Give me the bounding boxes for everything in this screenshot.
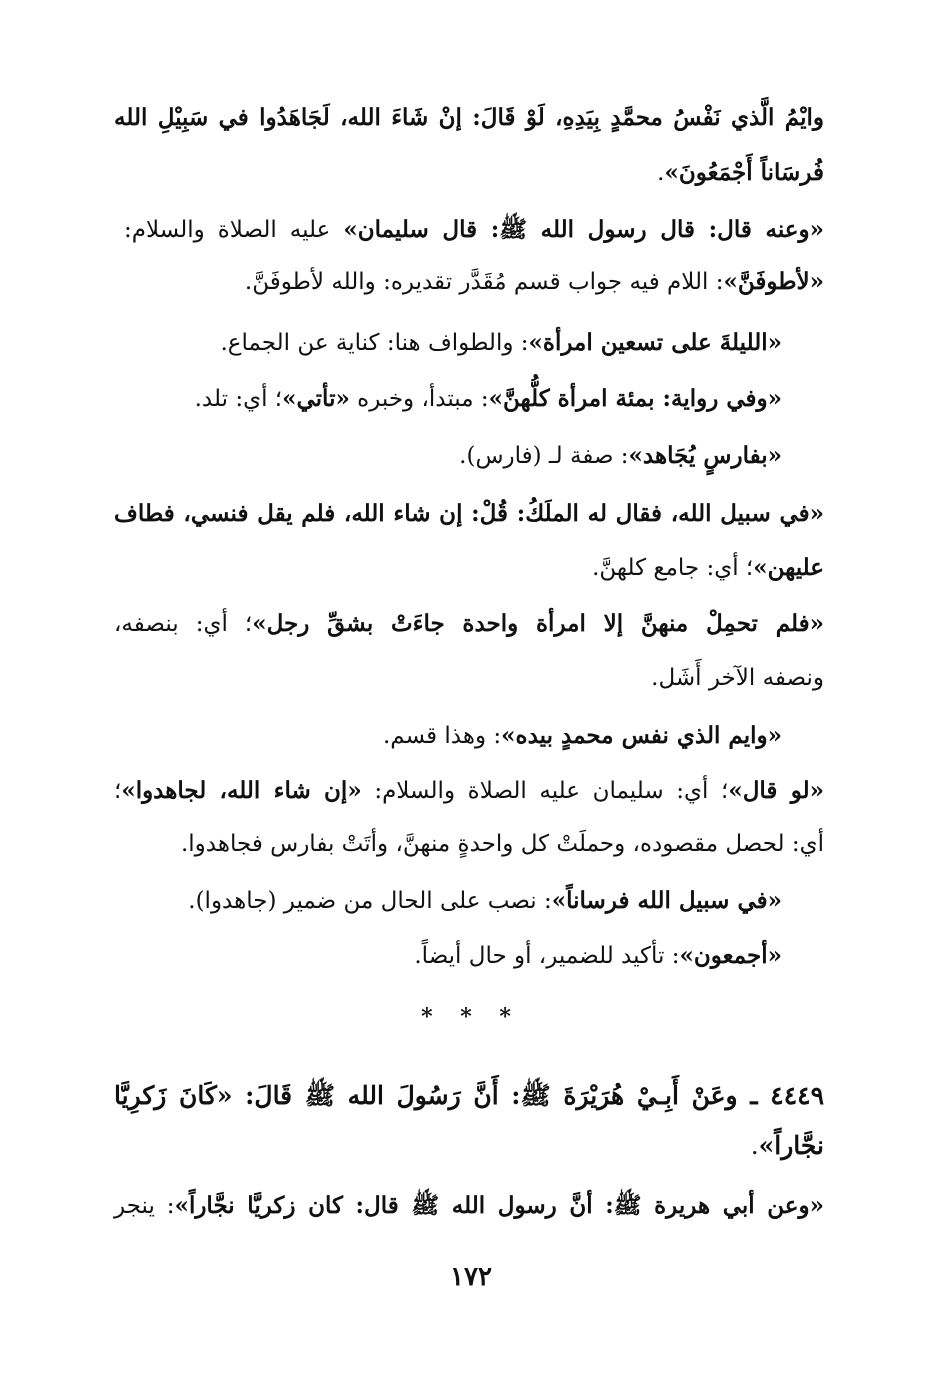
- text-line: [72, 881, 782, 921]
- text-line: [114, 824, 824, 864]
- text-line: [114, 98, 824, 138]
- text-line: [72, 379, 782, 419]
- bold-run: «إن شاء الله، لجاهدوا»: [121, 777, 362, 804]
- text-line: [72, 323, 782, 363]
- bold-run: «الليلةَ على تسعين امرأة»: [528, 329, 782, 356]
- text-run: ؛ أي: بنصفه،: [114, 611, 253, 637]
- text-run: : صفة لـ (فارس).: [459, 443, 629, 469]
- text-run: : تأكيد للضمير، أو حال أيضاً.: [414, 943, 680, 969]
- bold-run: «وعن أبي هريرة ﷺ: أنَّ رسول الله ﷺ قال: كان زكريَّا نجَّاراً»: [174, 1192, 824, 1219]
- text-run: ؛ أي: سليمان عليه الصلاة والسلام:: [361, 778, 729, 804]
- text-run: أي: لحصل مقصوده، وحملَتْ كل واحدةٍ منهنَّ، وأتَتْ بفارس فجاهدوا.: [180, 831, 824, 857]
- text-run: ؛ أي: جامع كلهنَّ.: [592, 555, 754, 581]
- text-run: عليه الصلاة والسلام:: [124, 217, 344, 243]
- hadith-line: [114, 1076, 824, 1116]
- text-line: [114, 494, 824, 534]
- bold-run: «أجمعون»: [679, 942, 782, 969]
- text-line: [72, 936, 782, 976]
- bold-run: «لو قال»: [728, 777, 824, 804]
- text-run: : والطواف هنا: كناية عن الجماع.: [220, 330, 529, 356]
- bold-run: «وفي رواية: بمئة امرأة كلُّهنَّ»: [488, 385, 782, 412]
- bold-run: «في سبيل الله، فقال له الملَكُ: قُلْ: إن شاء الله، فلم يقل فنسي، فطاف: [114, 500, 824, 527]
- bold-run: «في سبيل الله فرساناً»: [551, 887, 782, 914]
- text-line: [114, 1186, 824, 1226]
- bold-run: «وايم الذي نفس محمدٍ بيده»: [501, 722, 782, 749]
- text-run: : وهذا قسم.: [382, 723, 502, 749]
- page-number: ١٧٢: [450, 1262, 492, 1292]
- text-run: ؛ أي: تلد.: [194, 386, 283, 412]
- bold-run: نجَّاراً»: [758, 1131, 824, 1160]
- bold-run: عليهن»: [753, 554, 824, 581]
- text-run: : نصب على الحال من ضمير (جاهدوا).: [188, 888, 552, 914]
- text-line: [72, 716, 782, 756]
- bold-run: «لأطوفَنَّ»: [723, 268, 824, 295]
- bold-run: «بفارسٍ يُجَاهد»: [628, 442, 782, 469]
- text-line: [114, 153, 824, 193]
- text-line: [114, 548, 824, 588]
- text-line: [114, 604, 824, 644]
- bold-run: «تأتي»: [282, 385, 350, 412]
- text-run: : ينجر: [114, 1193, 175, 1219]
- bold-run: «وعنه قال: قال رسول الله ﷺ: قال سليمان»: [343, 216, 824, 243]
- text-line: [72, 436, 782, 476]
- text-run: : مبتدأ، وخبره: [349, 386, 489, 412]
- text-run: .: [750, 1131, 759, 1160]
- text-line: [114, 262, 824, 302]
- text-line: [114, 658, 824, 698]
- text-line: [114, 771, 824, 811]
- bold-run: «فلم تحمِلْ منهنَّ إلا امرأة واحدة جاءَتْ بشقِّ رجل»: [252, 610, 824, 637]
- text-run: ؛: [114, 778, 122, 804]
- bold-run: وايْمُ الَّذي نَفْسُ محمَّدٍ بِيَدِهِ، لَوْ قَالَ: إنْ شَاءَ الله، لَجَاهَدُوا في سَبِيْلِ الله: [114, 104, 824, 131]
- text-line: [124, 210, 824, 250]
- section-separator: * * *: [421, 1004, 521, 1030]
- text-run: : اللام فيه جواب قسم مُقَدَّر تقديره: والله لأطوفَنَّ.: [244, 269, 724, 295]
- bold-run: فُرسَاناً أَجْمَعُونَ»: [664, 159, 824, 186]
- bold-run: ٤٤٤٩ ـ وعَنْ أَبِـيْ هُرَيْرَةَ ﷺ: أَنَّ رَسُولَ الله ﷺ قَالَ: «كَانَ زَكرِيَّا: [114, 1081, 824, 1110]
- hadith-line: [114, 1126, 824, 1166]
- text-run: .: [657, 160, 665, 186]
- text-run: ونصفه الآخر أَشَل.: [651, 665, 824, 691]
